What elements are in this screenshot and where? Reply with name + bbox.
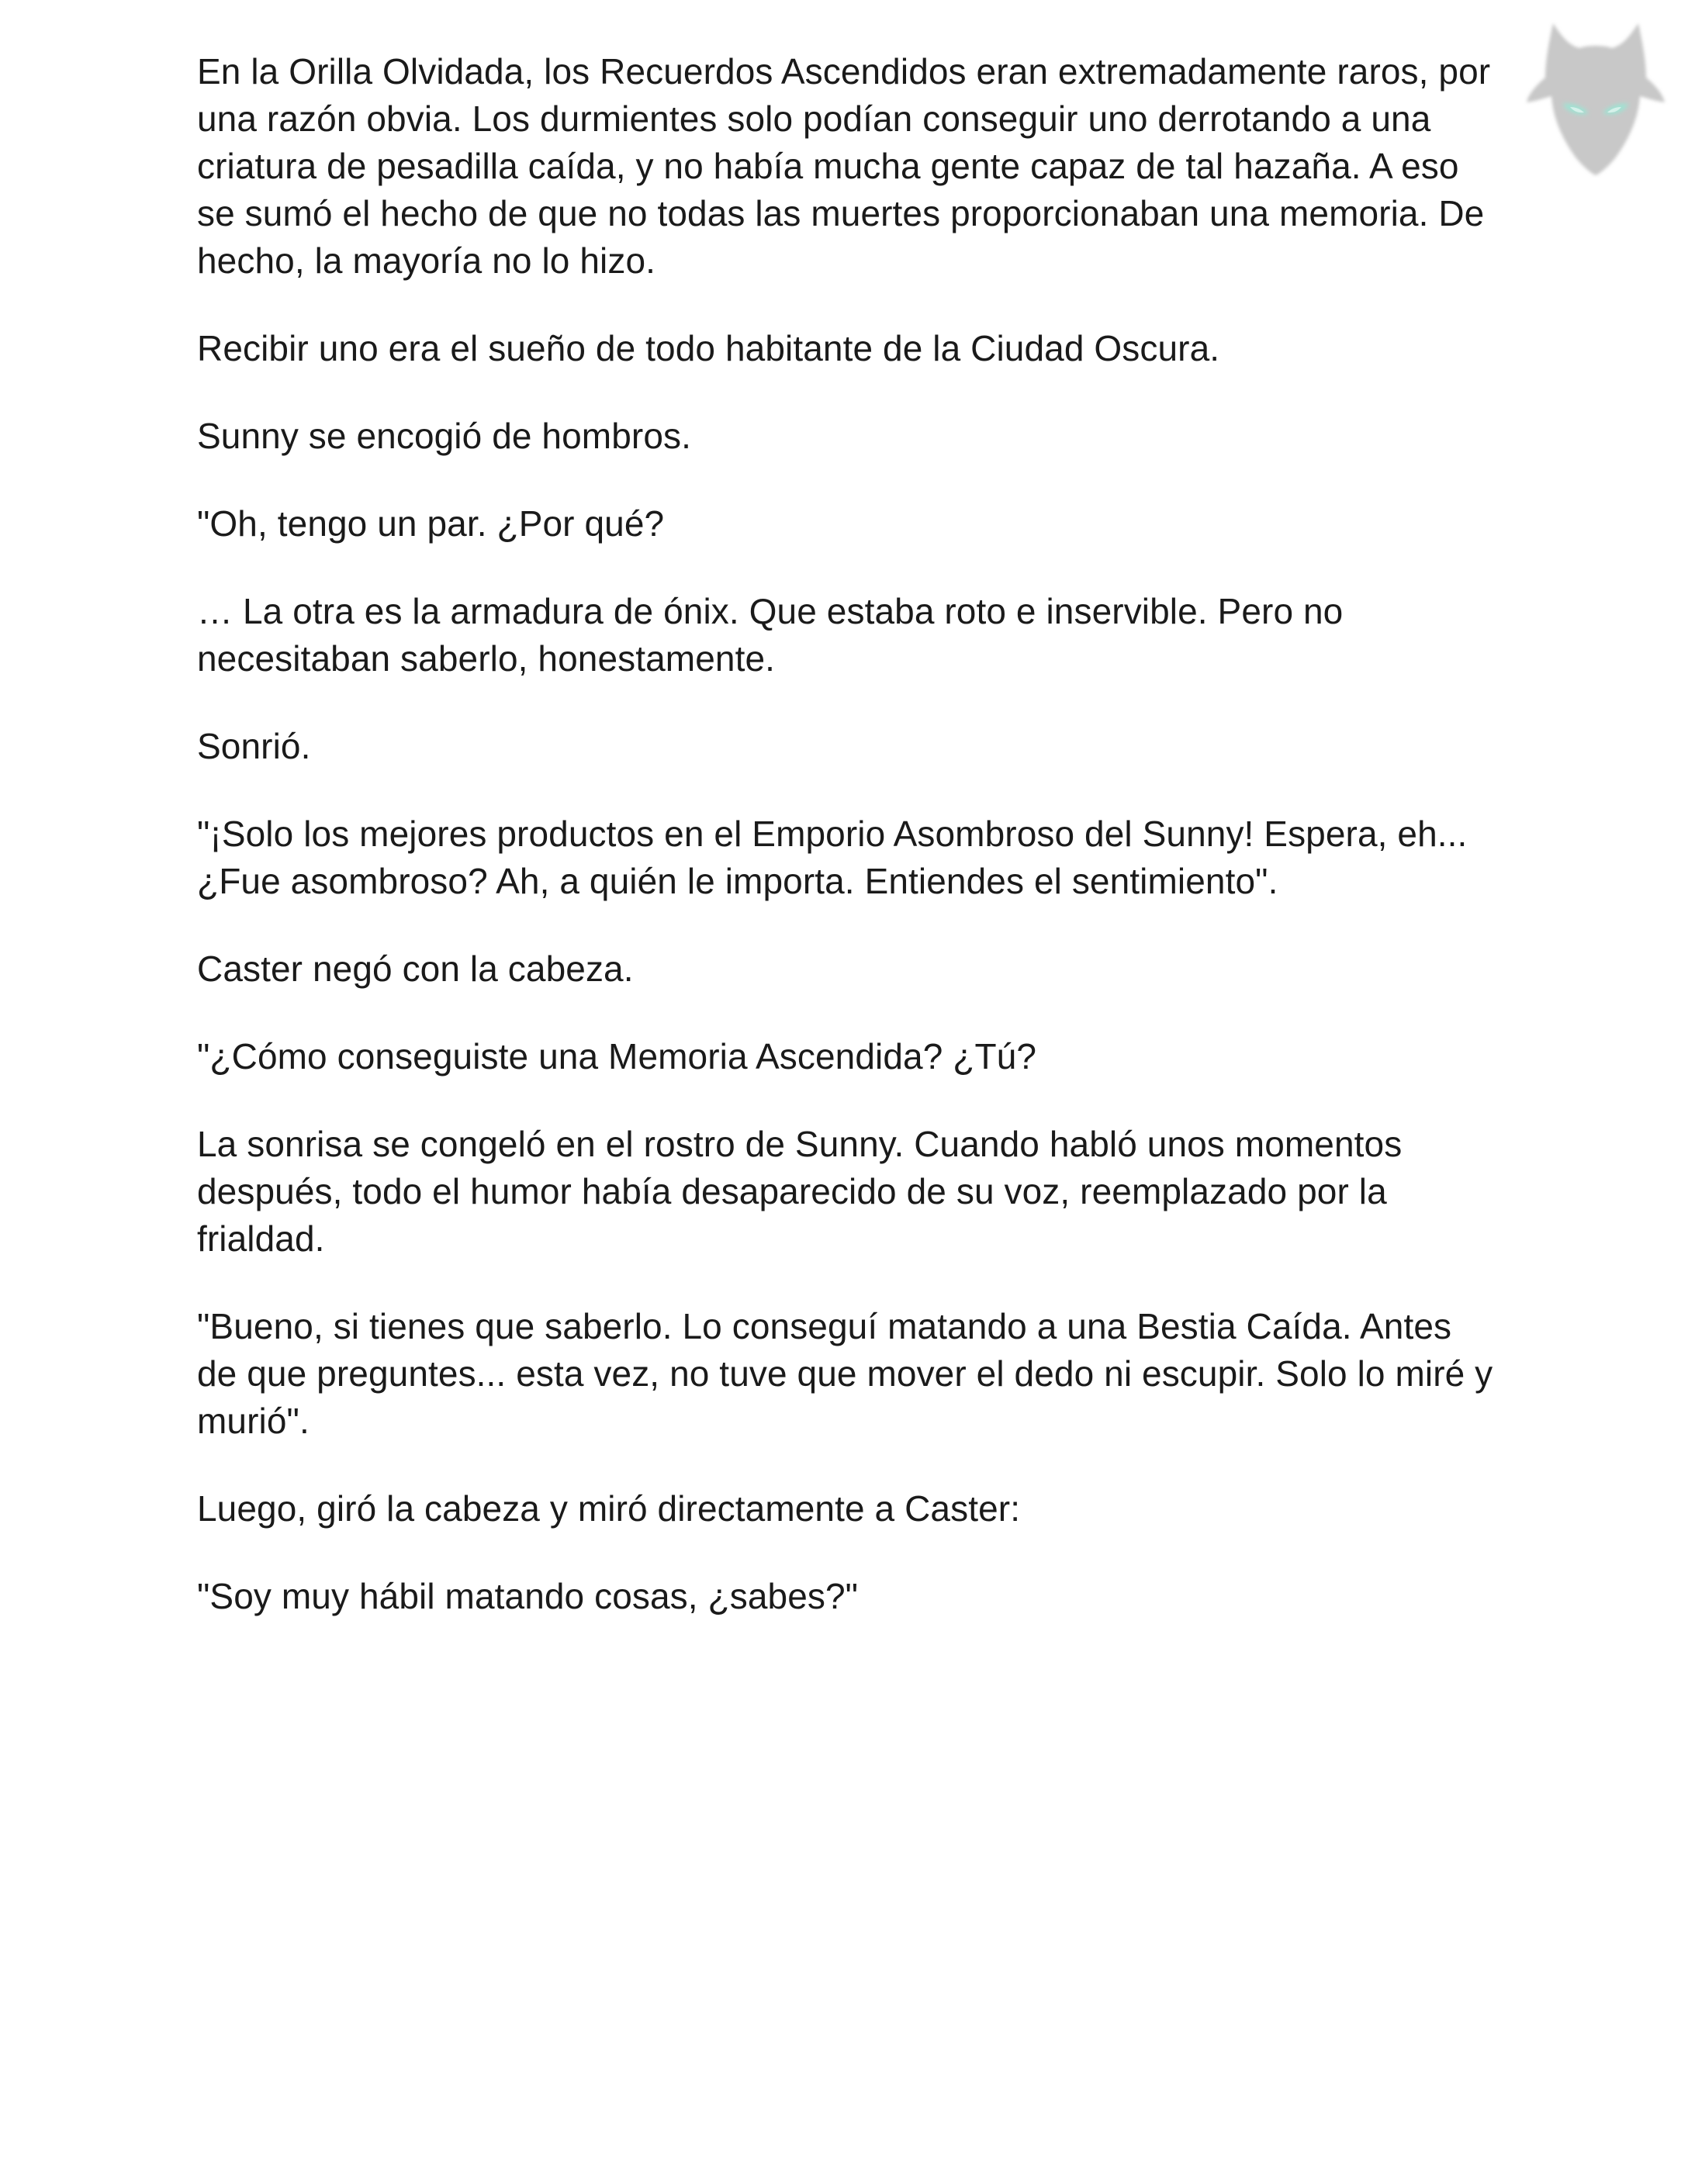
paragraph-6: Sonrió. bbox=[197, 726, 311, 766]
paragraph-12: Luego, giró la cabeza y miró directamente a Caster: bbox=[197, 1488, 1021, 1529]
paragraph-8: Caster negó con la cabeza. bbox=[197, 949, 634, 989]
paragraph-1: En la Orilla Olvidada, los Recuerdos Ascendidos eran extremadamente raros, por una razón obvia. Los durmientes solo podían conseguir uno derrotando a una criatura de pesadilla caída, y no había mucha gente capaz de tal hazaña. A eso se sumó el hecho de que no todas las muertes proporcionaban una memoria. De hecho, la mayoría no lo hizo. bbox=[197, 51, 1491, 281]
demon-head-watermark-icon bbox=[1522, 14, 1669, 185]
paragraph-9: "¿Cómo conseguiste una Memoria Ascendida? ¿Tú? bbox=[197, 1036, 1037, 1076]
paragraph-2: Recibir uno era el sueño de todo habitante de la Ciudad Oscura. bbox=[197, 328, 1220, 368]
document-body bbox=[197, 48, 1500, 1660]
paragraph-5: … La otra es la armadura de ónix. Que estaba roto e inservible. Pero no necesitaban saberlo, honestamente. bbox=[197, 591, 1344, 679]
paragraph-3: Sunny se encogió de hombros. bbox=[197, 416, 691, 456]
paragraph-7: "¡Solo los mejores productos en el Emporio Asombroso del Sunny! Espera, eh... ¿Fue asombroso? Ah, a quién le importa. Entiendes el sentimiento". bbox=[197, 814, 1468, 901]
paragraph-11: "Bueno, si tienes que saberlo. Lo conseguí matando a una Bestia Caída. Antes de que preguntes... esta vez, no tuve que mover el dedo ni escupir. Solo lo miré y murió". bbox=[197, 1306, 1493, 1441]
paragraph-13: "Soy muy hábil matando cosas, ¿sabes?" bbox=[197, 1576, 859, 1616]
paragraph-4: "Oh, tengo un par. ¿Por qué? bbox=[197, 503, 665, 544]
paragraph-10: La sonrisa se congeló en el rostro de Sunny. Cuando habló unos momentos después, todo el humor había desaparecido de su voz, reemplazado por la frialdad. bbox=[197, 1124, 1403, 1259]
